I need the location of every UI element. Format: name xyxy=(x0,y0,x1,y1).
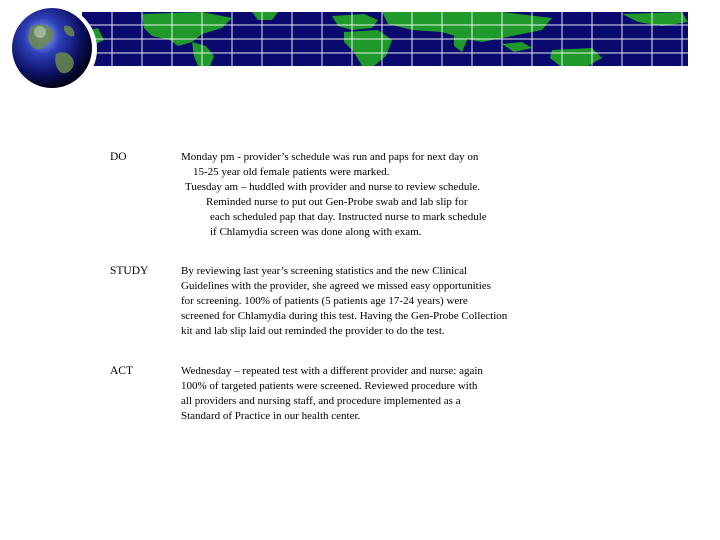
text-line: 100% of targeted patients were screened. Reviewed procedure with xyxy=(181,380,478,392)
text-line: kit and lab slip laid out reminded the provider to do the test. xyxy=(181,325,445,337)
text-line: Guidelines with the provider, she agreed we missed easy opportunities xyxy=(181,280,491,292)
section-text xyxy=(181,150,581,240)
text-line: screened for Chlamydia during this test. Having the Gen-Probe Collection xyxy=(181,310,508,322)
text-line: Wednesday – repeated test with a different provider and nurse: again xyxy=(181,365,483,377)
text-line: Monday pm - provider’s schedule was run and paps for next day on xyxy=(181,151,479,163)
header-banner xyxy=(0,0,720,80)
text-line: Tuesday am – huddled with provider and nurse to review schedule. xyxy=(185,181,481,193)
text-line: all providers and nursing staff, and procedure implemented as a xyxy=(181,395,461,407)
section-text xyxy=(181,364,581,424)
text-line: By reviewing last year’s screening statistics and the new Clinical xyxy=(181,265,468,277)
text-line: for screening. 100% of patients (5 patients age 17-24 years) were xyxy=(181,295,468,307)
text-line: Standard of Practice in our health center. xyxy=(181,410,361,422)
text-line: if Chlamydia screen was done along with exam. xyxy=(210,226,422,238)
section-label: ACT xyxy=(110,365,133,377)
section-label: DO xyxy=(110,151,127,163)
text-line: each scheduled pap that day. Instructed nurse to mark schedule xyxy=(210,211,487,223)
section-label: STUDY xyxy=(110,265,149,277)
text-line: 15-25 year old female patients were marked. xyxy=(193,166,390,178)
globe-icon xyxy=(8,4,98,94)
section-text xyxy=(181,264,581,339)
world-map-icon xyxy=(82,12,688,66)
text-line: Reminded nurse to put out Gen-Probe swab and lab slip for xyxy=(206,196,468,208)
